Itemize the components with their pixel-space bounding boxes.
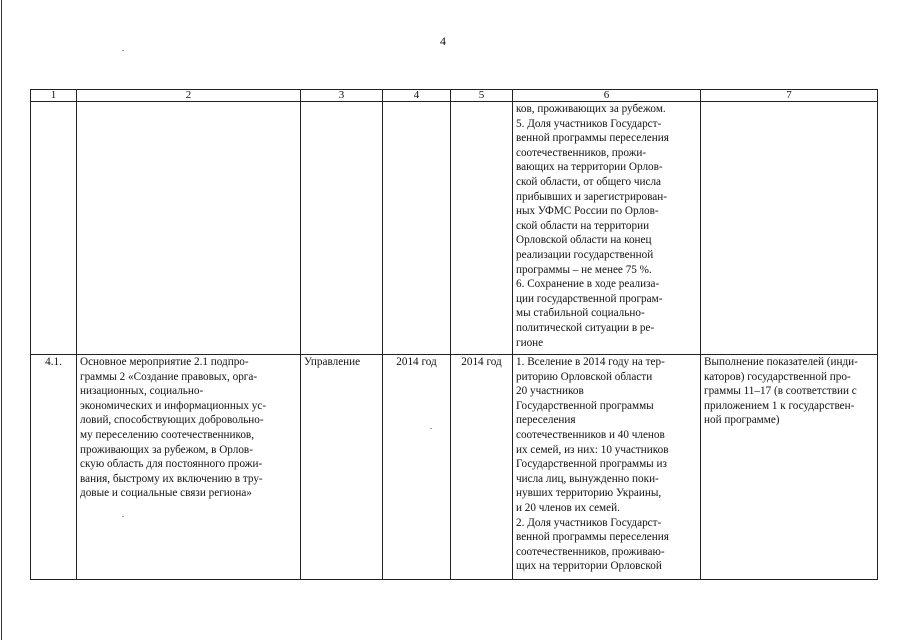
text-line: граммы 11–17 (в соответствии с: [704, 385, 857, 398]
table-row-4-1: [31, 355, 878, 580]
text-line: прибывших и зарегистрирован-: [516, 190, 667, 203]
text-line: 20 участников: [516, 385, 584, 398]
text-line: гионе: [516, 336, 544, 349]
header-col-2: 2: [77, 90, 301, 102]
text-line: и 20 членов их семей.: [516, 501, 620, 514]
text-line: ской области на территории: [516, 219, 650, 232]
text-line: 5. Доля участников Государст-: [516, 117, 662, 130]
text-line: числа лиц, вынужденно поки-: [516, 472, 659, 485]
text-line: венной программы переселения: [516, 132, 669, 145]
page-number: 4: [440, 34, 446, 48]
header-col-6: 6: [513, 90, 701, 102]
cell-indicator-link: [701, 355, 878, 580]
cell-empty: [701, 102, 878, 355]
text-line: граммы 2 «Создание правовых, орга-: [80, 370, 258, 383]
cell-empty: [31, 102, 77, 355]
cell-expected-results: [513, 355, 701, 580]
text-line: мы стабильной социально-: [516, 307, 645, 320]
cell-empty: [77, 102, 301, 355]
text-line: щих на территории Орловской: [516, 560, 662, 573]
text-line: соотечественников и 40 членов: [516, 428, 665, 441]
header-col-1: 1: [31, 90, 77, 102]
header-col-3: 3: [301, 90, 383, 102]
text-line: довые и социальные связи региона»: [80, 487, 252, 500]
header-row: [31, 90, 878, 102]
text-line: их семей, из них: 10 участников: [516, 443, 669, 456]
text-line: нувших территорию Украины,: [516, 487, 662, 500]
cell-executor: Управление: [301, 355, 383, 580]
text-line: соотечественников, прожи-: [516, 146, 647, 159]
text-line: ных УФМС России по Орлов-: [516, 205, 659, 218]
text-line: низационных, социально-: [80, 385, 204, 398]
text-line: Основное мероприятие 2.1 подпро-: [80, 356, 249, 368]
text-line: ской области, от общего числа: [516, 175, 662, 188]
cell-activity-description: [77, 355, 301, 580]
text-line: Выполнение показателей (инди-: [704, 356, 858, 368]
text-line: политической ситуации в ре-: [516, 321, 655, 334]
text-line: вающих на территории Орлов-: [516, 161, 663, 174]
text-line: реализации государственной: [516, 248, 654, 261]
scan-speck: [430, 428, 432, 429]
text-line: ков, проживающих за рубежом.: [516, 103, 666, 115]
cell-row-number: 4.1.: [31, 355, 77, 580]
table-row-continuation: [31, 102, 878, 355]
scan-speck: [122, 516, 124, 517]
text-line: ции государственной програм-: [516, 292, 663, 305]
text-line: приложением 1 к государствен-: [704, 399, 855, 412]
text-line: му переселению соотечественников,: [80, 428, 254, 441]
header-col-5: 5: [451, 90, 513, 102]
text-line: ной программе): [704, 414, 780, 427]
cell-indicators-continued: [513, 102, 701, 355]
text-line: скую область для постоянного прожи-: [80, 458, 263, 471]
text-line: 6. Сохранение в ходе реализа-: [516, 278, 660, 291]
scan-speck: [122, 50, 124, 51]
text-line: экономических и информационных ус-: [80, 399, 267, 412]
cell-empty: [451, 102, 513, 355]
text-line: риторию Орловской области: [516, 370, 653, 383]
text-line: каторов) государственной про-: [704, 370, 851, 383]
cell-start-year: 2014 год: [383, 355, 451, 580]
text-line: Орловской области на конец: [516, 234, 652, 247]
cell-empty: [301, 102, 383, 355]
cell-end-year: 2014 год: [451, 355, 513, 580]
text-line: 2. Доля участников Государст-: [516, 516, 662, 529]
page-edge-line: [1, 0, 2, 640]
text-line: Государственной программы из: [516, 458, 667, 471]
text-line: соотечественников, проживаю-: [516, 545, 665, 558]
text-line: Государственной программы: [516, 399, 654, 412]
document-table: [30, 89, 878, 580]
cell-empty: [383, 102, 451, 355]
text-line: ловий, способствующих добровольно-: [80, 414, 264, 427]
text-line: переселения: [516, 414, 576, 427]
header-col-7: 7: [701, 90, 878, 102]
text-line: программы – не менее 75 %.: [516, 263, 652, 276]
header-col-4: 4: [383, 90, 451, 102]
text-line: венной программы переселения: [516, 531, 669, 544]
text-line: вания, быстрому их включению в тру-: [80, 472, 263, 485]
text-line: проживающих за рубежом, в Орлов-: [80, 443, 253, 456]
text-line: 1. Вселение в 2014 году на тер-: [516, 356, 665, 368]
